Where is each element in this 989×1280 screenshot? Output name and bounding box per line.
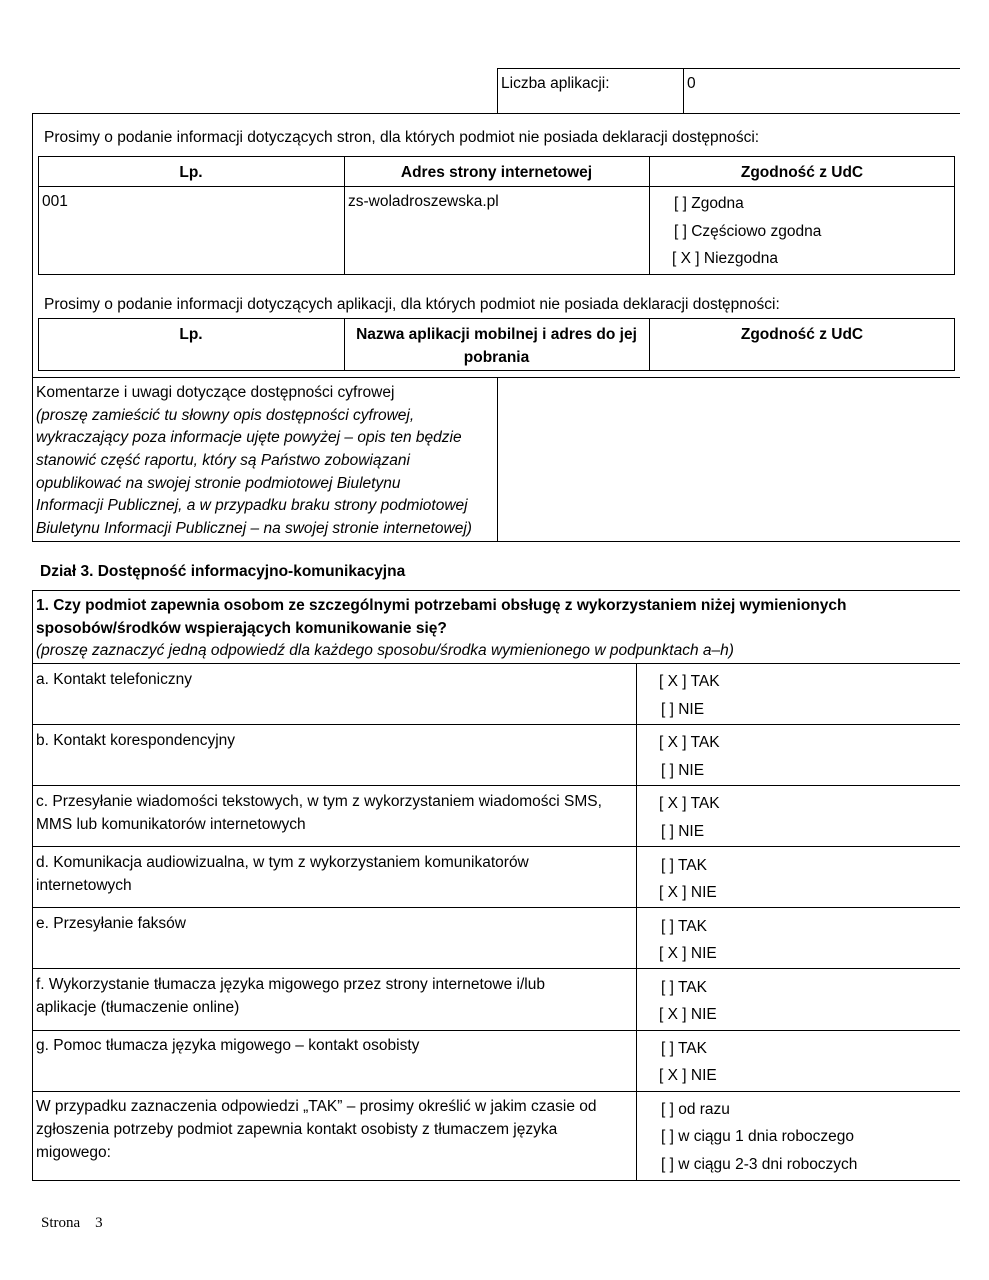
item-a-label: a. Kontakt telefoniczny <box>36 671 192 688</box>
website-address: zs-woladroszewska.pl <box>348 193 499 210</box>
question-line: sposobów/środków wspierających komunikowanie się? <box>36 620 447 637</box>
apps-header-lp: Lp. <box>179 326 203 343</box>
item-d-label-cont: internetowych <box>36 877 132 894</box>
section3-title: Dział 3. Dostępność informacyjno-komunikacyjna <box>40 563 406 580</box>
rule <box>32 113 960 114</box>
item-c-nie[interactable]: [ ] NIE <box>661 823 705 840</box>
rule <box>38 186 955 187</box>
rule <box>497 68 498 113</box>
item-c-tak[interactable]: [ X ] TAK <box>659 795 720 812</box>
apps-header-name-cont: pobrania <box>463 349 530 366</box>
comments-input-area[interactable] <box>498 378 960 541</box>
followup-label-cont: migowego: <box>36 1144 111 1161</box>
question-hint: (proszę zaznaczyć jedną odpowiedź dla każdego sposobu/środka wymienionego w podpunktach a–h) <box>36 642 734 659</box>
app-count-label: Liczba aplikacji: <box>501 75 610 92</box>
item-a-tak[interactable]: [ X ] TAK <box>659 673 720 690</box>
item-c-label: c. Przesyłanie wiadomości tekstowych, w tym z wykorzystaniem wiadomości SMS, <box>36 793 602 810</box>
rule <box>32 1030 960 1031</box>
rule <box>683 68 684 113</box>
item-b-tak[interactable]: [ X ] TAK <box>659 734 720 751</box>
item-e-tak[interactable]: [ ] TAK <box>661 918 707 935</box>
item-f-tak[interactable]: [ ] TAK <box>661 979 707 996</box>
comments-hint-line: stanowić część raportu, który są Państwo zobowiązani <box>36 452 410 469</box>
website-option-niezgodna[interactable]: [ X ] Niezgodna <box>672 250 778 267</box>
websites-header-address: Adres strony internetowej <box>400 164 593 181</box>
website-option-zgodna[interactable]: [ ] Zgodna <box>674 195 744 212</box>
followup-option-1-dzien[interactable]: [ ] w ciągu 1 dnia roboczego <box>661 1128 855 1145</box>
page-label: Strona <box>41 1215 81 1231</box>
app-count-value: 0 <box>687 75 696 92</box>
item-a-nie[interactable]: [ ] NIE <box>661 701 705 718</box>
websites-header-lp: Lp. <box>179 164 203 181</box>
item-e-nie[interactable]: [ X ] NIE <box>659 945 717 962</box>
website-lp: 001 <box>42 193 68 210</box>
comments-hint-line: (proszę zamieścić tu słowny opis dostępności cyfrowej, <box>36 407 415 424</box>
item-f-label: f. Wykorzystanie tłumacza języka migowego przez strony internetowe i/lub <box>36 976 545 993</box>
followup-label-cont: zgłoszenia potrzeby podmiot zapewnia kontakt osobisty z tłumaczem języka <box>36 1121 558 1138</box>
rule <box>32 724 960 725</box>
followup-label: W przypadku zaznaczenia odpowiedzi „TAK” – prosimy określić w jakim czasie od <box>36 1098 597 1115</box>
question-line: 1. Czy podmiot zapewnia osobom ze szczególnymi potrzebami obsługę z wykorzystaniem niżej wymienionych <box>36 597 847 614</box>
item-b-label: b. Kontakt korespondencyjny <box>36 732 236 749</box>
item-c-label-cont: MMS lub komunikatorów internetowych <box>36 816 306 833</box>
rule <box>32 1180 960 1181</box>
website-option-czesciowo[interactable]: [ ] Częściowo zgodna <box>674 223 822 240</box>
apps-intro: Prosimy o podanie informacji dotyczących aplikacji, dla których podmiot nie posiada deklaracji dostępności: <box>44 296 780 313</box>
item-d-label: d. Komunikacja audiowizualna, w tym z wykorzystaniem komunikatorów <box>36 854 529 871</box>
websites-intro: Prosimy o podanie informacji dotyczących stron, dla których podmiot nie posiada deklaracji dostępności: <box>44 129 760 146</box>
apps-header-name: Nazwa aplikacji mobilnej i adres do jej <box>356 326 637 343</box>
apps-header-compliance: Zgodność z UdC <box>740 326 864 343</box>
item-f-label-cont: aplikacje (tłumaczenie online) <box>36 999 240 1016</box>
comments-hint-line: Biuletynu Informacji Publicznej – na swojej stronie internetowej) <box>36 520 472 537</box>
rule <box>32 785 960 786</box>
rule <box>32 541 960 542</box>
comments-hint-line: Informacji Publicznej, a w przypadku braku strony podmiotowej <box>36 497 468 514</box>
rule <box>32 663 960 664</box>
item-g-nie[interactable]: [ X ] NIE <box>659 1067 717 1084</box>
rule <box>32 590 960 591</box>
followup-option-2-3-dni[interactable]: [ ] w ciągu 2-3 dni roboczych <box>661 1156 858 1173</box>
page-footer <box>41 1215 103 1232</box>
rule <box>497 68 960 69</box>
item-e-label: e. Przesyłanie faksów <box>36 915 186 932</box>
item-g-tak[interactable]: [ ] TAK <box>661 1040 707 1057</box>
page-number: 3 <box>95 1215 103 1231</box>
item-b-nie[interactable]: [ ] NIE <box>661 762 705 779</box>
comments-hint-line: opublikować na swojej stronie podmiotowej Biuletynu <box>36 475 401 492</box>
item-d-tak[interactable]: [ ] TAK <box>661 857 707 874</box>
item-f-nie[interactable]: [ X ] NIE <box>659 1006 717 1023</box>
rule <box>32 1091 960 1092</box>
rule <box>32 113 33 541</box>
rule <box>32 846 960 847</box>
followup-option-od-razu[interactable]: [ ] od razu <box>661 1101 730 1118</box>
websites-header-compliance: Zgodność z UdC <box>740 164 864 181</box>
rule <box>32 968 960 969</box>
rule <box>636 663 637 1180</box>
comments-hint-line: wykraczający poza informacje ujęte powyżej – opis ten będzie <box>36 429 462 446</box>
item-g-label: g. Pomoc tłumacza języka migowego – kontakt osobisty <box>36 1037 420 1054</box>
item-d-nie[interactable]: [ X ] NIE <box>659 884 717 901</box>
comments-title: Komentarze i uwagi dotyczące dostępności cyfrowej <box>36 384 395 401</box>
rule <box>32 907 960 908</box>
